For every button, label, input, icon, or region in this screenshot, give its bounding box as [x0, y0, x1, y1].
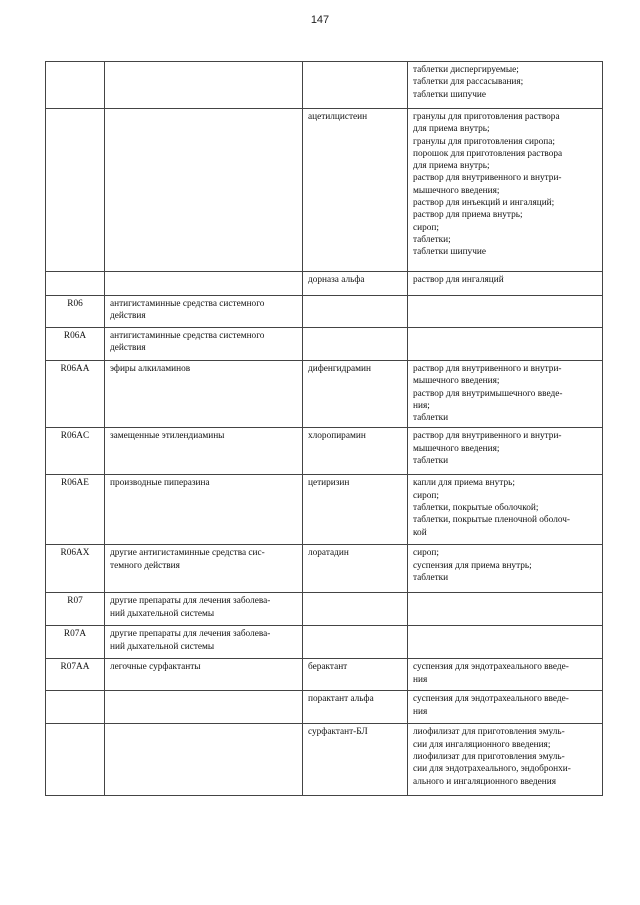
- drug-name-cell: ацетилцистеин: [303, 109, 408, 272]
- table-body: [46, 62, 603, 796]
- atc-code-cell: [46, 272, 105, 296]
- atc-code-cell: R07AA: [46, 659, 105, 691]
- table-row: [46, 593, 603, 626]
- group-name-cell: другие препараты для лечения заболева- ний дыхательной системы: [105, 626, 303, 659]
- group-name-cell: [105, 62, 303, 109]
- table-row: [46, 62, 603, 109]
- group-name-cell: антигистаминные средства системного действия: [105, 296, 303, 328]
- dosage-forms-cell: суспензия для эндотрахеального введе- ния: [408, 659, 603, 691]
- group-name-cell: [105, 691, 303, 724]
- drug-name-cell: лоратадин: [303, 545, 408, 593]
- dosage-forms-cell: раствор для внутривенного и внутри- мышечного введения; раствор для внутримышечного введе- ния; таблетки: [408, 361, 603, 428]
- dosage-forms-cell: таблетки диспергируемые; таблетки для рассасывания; таблетки шипучие: [408, 62, 603, 109]
- table-row: [46, 691, 603, 724]
- table-row: [46, 361, 603, 428]
- table-row: [46, 545, 603, 593]
- dosage-forms-cell: суспензия для эндотрахеального введе- ния: [408, 691, 603, 724]
- drug-name-cell: [303, 593, 408, 626]
- dosage-forms-cell: [408, 296, 603, 328]
- table-row: [46, 475, 603, 545]
- atc-code-cell: R06A: [46, 328, 105, 361]
- atc-code-cell: [46, 109, 105, 272]
- atc-code-cell: [46, 62, 105, 109]
- dosage-forms-cell: раствор для внутривенного и внутри- мышечного введения; таблетки: [408, 428, 603, 475]
- dosage-forms-cell: сироп; суспензия для приема внутрь; таблетки: [408, 545, 603, 593]
- drug-name-cell: [303, 626, 408, 659]
- drug-name-cell: хлоропирамин: [303, 428, 408, 475]
- atc-code-cell: [46, 724, 105, 796]
- group-name-cell: [105, 724, 303, 796]
- table-row: [46, 328, 603, 361]
- page-number: 147: [310, 14, 330, 26]
- drug-name-cell: [303, 296, 408, 328]
- table-row: [46, 626, 603, 659]
- dosage-forms-cell: гранулы для приготовления раствора для приема внутрь; гранулы для приготовления сиропа; порошок для приготовления раствора для приема внутрь; раствор для внутривенного и внутри- мышечного введения; раствор для инъекций и ингаляций; раствор для приема внутрь; сироп; таблетки; таблетки шипучие: [408, 109, 603, 272]
- atc-code-cell: R06AX: [46, 545, 105, 593]
- atc-code-cell: R06: [46, 296, 105, 328]
- drug-name-cell: берактант: [303, 659, 408, 691]
- table-row: [46, 296, 603, 328]
- atc-code-cell: R06AC: [46, 428, 105, 475]
- atc-code-cell: R06AE: [46, 475, 105, 545]
- group-name-cell: другие препараты для лечения заболева- ний дыхательной системы: [105, 593, 303, 626]
- dosage-forms-cell: [408, 328, 603, 361]
- dosage-forms-cell: раствор для ингаляций: [408, 272, 603, 296]
- group-name-cell: антигистаминные средства системного действия: [105, 328, 303, 361]
- table-row: [46, 659, 603, 691]
- group-name-cell: замещенные этилендиамины: [105, 428, 303, 475]
- drug-name-cell: цетиризин: [303, 475, 408, 545]
- drug-name-cell: сурфактант-БЛ: [303, 724, 408, 796]
- table-row: [46, 724, 603, 796]
- group-name-cell: эфиры алкиламинов: [105, 361, 303, 428]
- group-name-cell: производные пиперазина: [105, 475, 303, 545]
- atc-code-cell: R07: [46, 593, 105, 626]
- group-name-cell: [105, 109, 303, 272]
- group-name-cell: [105, 272, 303, 296]
- drug-name-cell: дифенгидрамин: [303, 361, 408, 428]
- atc-code-cell: R06AA: [46, 361, 105, 428]
- drug-name-cell: [303, 62, 408, 109]
- table-row: [46, 272, 603, 296]
- dosage-forms-cell: [408, 626, 603, 659]
- table-row: [46, 428, 603, 475]
- drug-name-cell: порактант альфа: [303, 691, 408, 724]
- atc-code-cell: R07A: [46, 626, 105, 659]
- group-name-cell: другие антигистаминные средства сис- темного действия: [105, 545, 303, 593]
- group-name-cell: легочные сурфактанты: [105, 659, 303, 691]
- drug-table: [45, 61, 603, 796]
- drug-name-cell: дорназа альфа: [303, 272, 408, 296]
- drug-name-cell: [303, 328, 408, 361]
- dosage-forms-cell: лиофилизат для приготовления эмуль- сии для ингаляционного введения; лиофилизат для приготовления эмуль- сии для эндотрахеального, эндобронхи- ального и ингаляционного введения: [408, 724, 603, 796]
- table-row: [46, 109, 603, 272]
- dosage-forms-cell: [408, 593, 603, 626]
- atc-code-cell: [46, 691, 105, 724]
- dosage-forms-cell: капли для приема внутрь; сироп; таблетки, покрытые оболочкой; таблетки, покрытые пленочной оболоч- кой: [408, 475, 603, 545]
